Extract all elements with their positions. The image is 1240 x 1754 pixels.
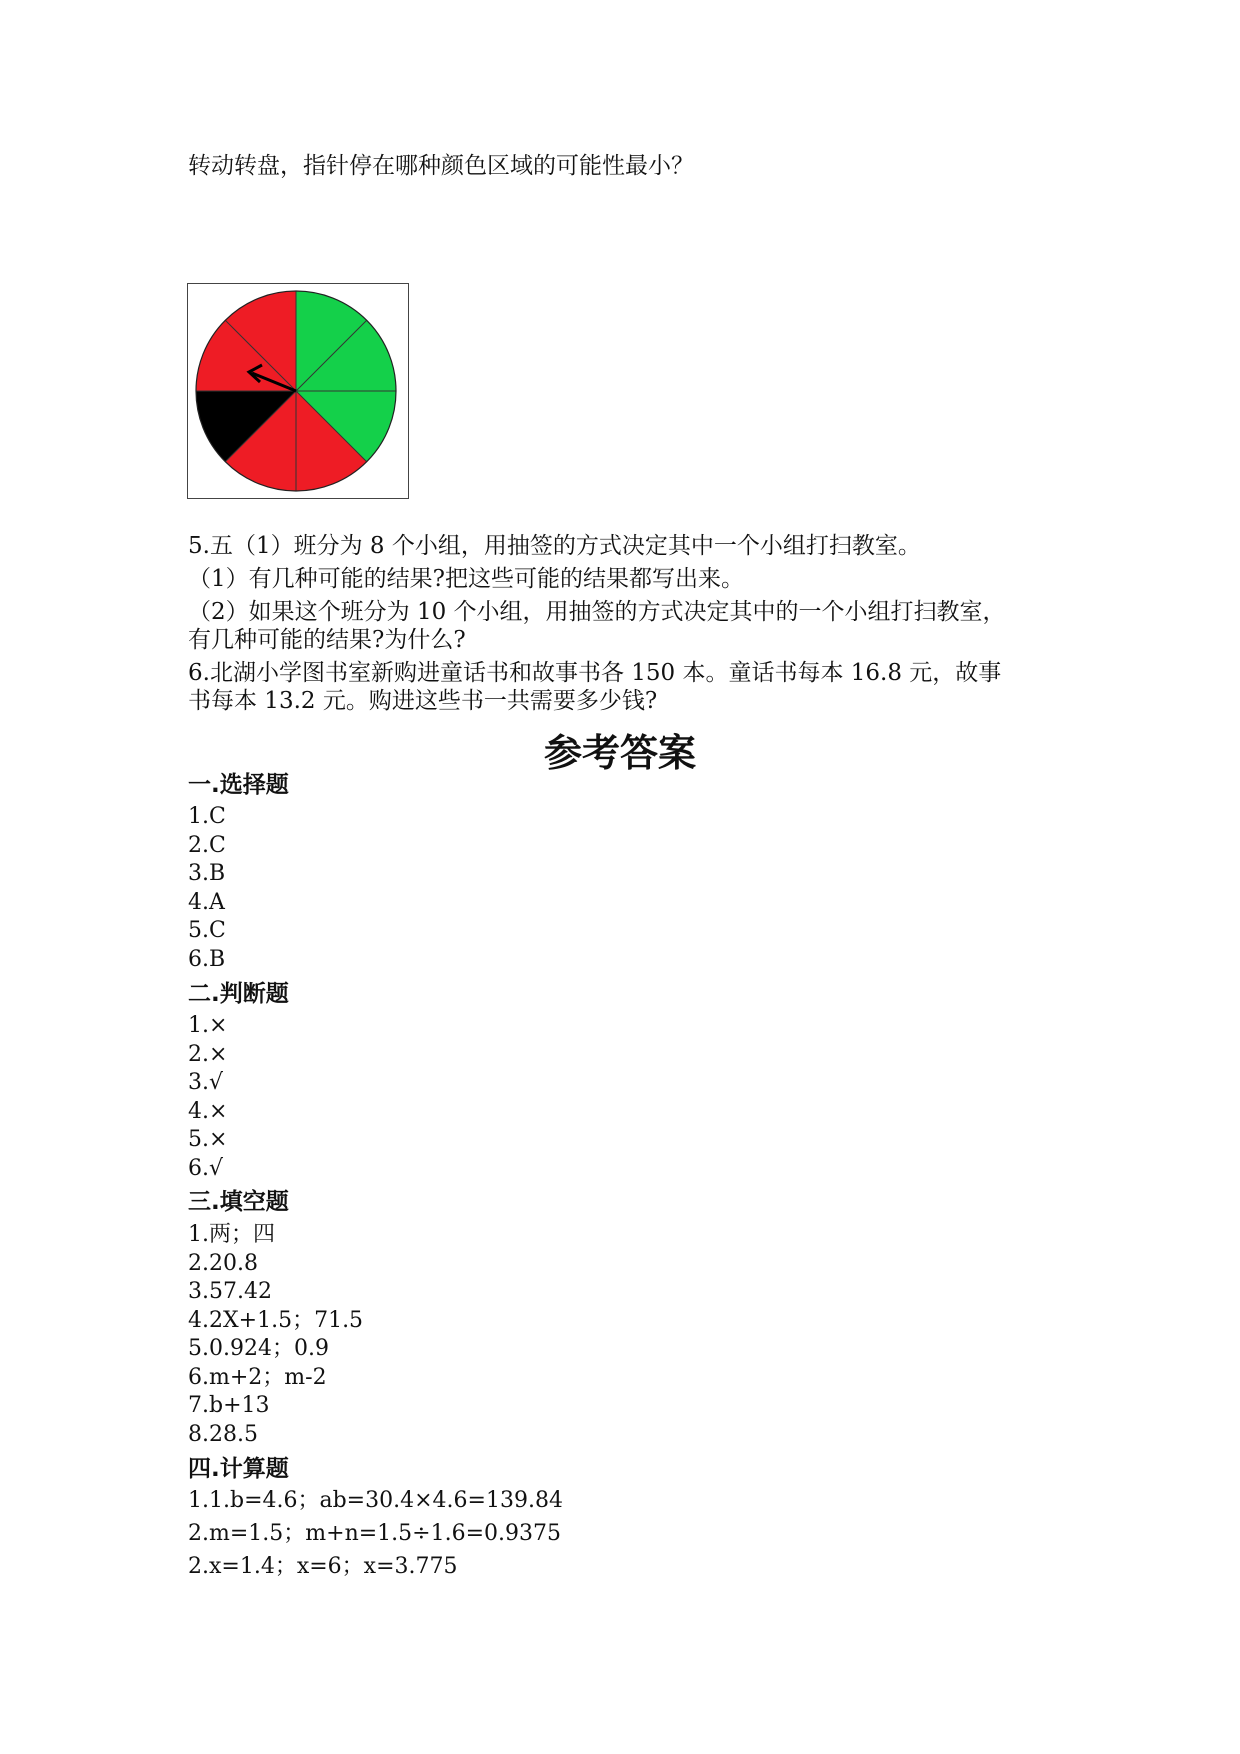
answer-item: 1.× — [188, 1013, 228, 1038]
answer-item: 2.m=1.5；m+n=1.5÷1.6=0.9375 — [188, 1521, 561, 1546]
q5-text: 5.五（1）班分为 8 个小组，用抽签的方式决定其中一个小组打扫教室。 — [188, 533, 921, 559]
q5-sub1: （1）有几种可能的结果?把这些可能的结果都写出来。 — [188, 566, 744, 592]
q5-sub2-line2: 有几种可能的结果?为什么? — [188, 627, 466, 653]
answer-item: 4.2X+1.5；71.5 — [188, 1307, 364, 1333]
answer-item: 4.× — [188, 1098, 228, 1124]
answers-choice — [188, 803, 226, 974]
answers-judge — [188, 1012, 227, 1183]
q5-sub2-line1: （2）如果这个班分为 10 个小组，用抽签的方式决定其中的一个小组打扫教室， — [188, 599, 1006, 625]
section-heading-calc: 四.计算题 — [188, 1456, 289, 1482]
spinner-wheel — [188, 284, 408, 498]
answer-item: 6.√ — [188, 1155, 224, 1181]
spinner-question: 转动转盘，指针停在哪种颜色区域的可能性最小？ — [188, 153, 694, 179]
section-heading-judge: 二.判断题 — [188, 981, 289, 1007]
answer-item: 1.C — [188, 804, 226, 829]
answer-item: 3.57.42 — [188, 1279, 272, 1304]
answer-item: 3.√ — [188, 1070, 224, 1095]
answers-fill — [188, 1221, 363, 1449]
answer-item: 5.C — [188, 918, 226, 943]
spinner-figure — [187, 283, 409, 499]
answer-item: 8.28.5 — [188, 1421, 258, 1447]
q6-line1: 6.北湖小学图书室新购进童话书和故事书各 150 本。童话书每本 16.8 元，故事 — [188, 660, 1002, 686]
section-heading-fill: 三.填空题 — [188, 1189, 289, 1215]
answer-item: 2.C — [188, 832, 226, 858]
answers-calc — [188, 1484, 563, 1583]
answer-item: 2.20.8 — [188, 1250, 258, 1276]
section-heading-choice: 一.选择题 — [188, 772, 289, 798]
answer-item: 5.0.924；0.9 — [188, 1336, 329, 1361]
answer-item: 5.× — [188, 1127, 228, 1152]
answer-item: 1.1.b=4.6；ab=30.4×4.6=139.84 — [188, 1488, 563, 1513]
answer-item: 6.m+2；m-2 — [188, 1364, 327, 1390]
answer-title: 参考答案 — [543, 731, 696, 775]
q6-line2: 书每本 13.2 元。购进这些书一共需要多少钱? — [188, 688, 658, 714]
answer-item: 2.× — [188, 1041, 228, 1067]
answer-item: 4.A — [188, 889, 225, 915]
answer-item: 3.B — [188, 861, 226, 886]
answer-item: 6.B — [188, 946, 226, 972]
answer-item: 7.b+13 — [188, 1393, 270, 1418]
answer-item: 1.两；四 — [188, 1222, 275, 1247]
answer-item: 2.x=1.4；x=6；x=3.775 — [188, 1554, 458, 1579]
